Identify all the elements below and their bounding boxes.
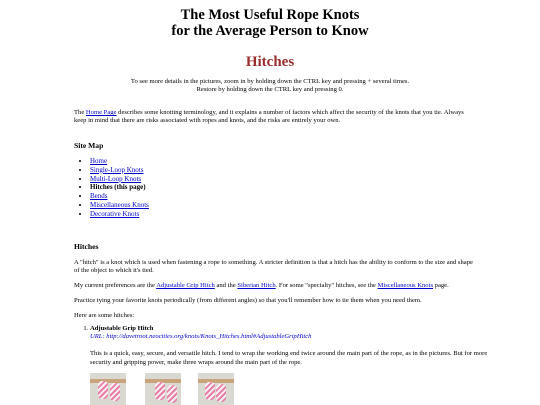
sitemap-link-home[interactable]: Home bbox=[90, 157, 108, 165]
adjustable-grip-hitch-link[interactable]: Adjustable Grip Hitch bbox=[156, 282, 215, 289]
knot-name: 1. Adjustable Grip Hitch bbox=[90, 325, 154, 332]
pref-text-d: page. bbox=[433, 282, 449, 289]
siberian-hitch-link[interactable]: Siberian Hitch bbox=[237, 282, 276, 289]
knot-item bbox=[90, 325, 490, 367]
hitches-intro-list: Here are some hitches: bbox=[74, 312, 135, 319]
sitemap-item-hitches-current bbox=[90, 183, 149, 192]
sitemap-list bbox=[74, 157, 149, 219]
hitches-preferences bbox=[74, 282, 474, 290]
sitemap-item-home bbox=[90, 157, 149, 166]
sitemap-heading: Site Map bbox=[74, 141, 104, 150]
knot-photo-3 bbox=[198, 373, 234, 405]
practice-paragraph: Practice tying your favorite knots periodically (from different angles) so that you'll remember how to tie them when you need them. bbox=[74, 297, 422, 304]
hitches-definition: A "hitch" is a knot which is used when fastening a rope to something. A stricter definition is that a hitch has the ability to conform to the size and shape of the object to which it's tied. bbox=[74, 259, 473, 275]
section-title: Hitches bbox=[245, 54, 295, 70]
misc-knots-link[interactable]: Miscellaneous Knots bbox=[377, 282, 434, 289]
intro-text-end: describes some knotting terminology, and it explains a number of factors which affect the security of the knots that you tie. Always keep in mind that there are risks associated with ropes and knots, and the risks are entirely your own. bbox=[74, 109, 464, 125]
sitemap-item-multi-loop bbox=[90, 175, 149, 184]
intro-paragraph bbox=[74, 109, 474, 126]
knot-list bbox=[74, 325, 490, 367]
knot-description: This is a quick, easy, secure, and versatile hitch. I tend to wrap the working end twice around the main part of the rope, as in the pictures. But for more security and gripping power, make three wraps around the main part of the rope. bbox=[90, 350, 488, 366]
home-page-link[interactable]: Home Page bbox=[85, 109, 117, 116]
pref-text-b: and the bbox=[214, 282, 238, 289]
sitemap-link-misc[interactable]: Miscellaneous Knots bbox=[90, 200, 149, 209]
sitemap-current-label: Hitches (this page) bbox=[90, 183, 146, 192]
pref-text-a: My current preferences are the bbox=[74, 282, 157, 289]
zoom-note bbox=[0, 78, 540, 94]
knot-photo-1 bbox=[90, 373, 126, 405]
page-title-line2: for the Average Person to Know bbox=[171, 23, 369, 39]
knot-photo-2 bbox=[145, 373, 181, 405]
page-title-line1: The Most Useful Rope Knots bbox=[180, 7, 360, 23]
sitemap-link-bends[interactable]: Bends bbox=[90, 192, 108, 201]
pref-text-c: . For some "specialty" hitches, see the bbox=[275, 282, 378, 289]
sitemap-item-decorative bbox=[90, 210, 149, 219]
sitemap-item-misc bbox=[90, 201, 149, 210]
sitemap-link-single-loop[interactable]: Single-Loop Knots bbox=[90, 165, 144, 174]
zoom-note-line2: Restore by holding down the CTRL key and pressing 0. bbox=[196, 86, 344, 93]
sitemap-link-decorative[interactable]: Decorative Knots bbox=[90, 209, 140, 218]
knot-url: URL: http://davetroot.neocities.org/knots/Knots_Hitches.html#AdjustableGripHitch bbox=[90, 333, 312, 341]
sitemap-item-single-loop bbox=[90, 166, 149, 175]
intro-text-start: The bbox=[74, 109, 86, 116]
sitemap-item-bends bbox=[90, 192, 149, 201]
zoom-note-line1: To see more details in the pictures, zoom in by holding down the CTRL key and pressing + several times. bbox=[130, 78, 410, 85]
hitches-heading: Hitches bbox=[74, 242, 99, 251]
sitemap-link-multi-loop[interactable]: Multi-Loop Knots bbox=[90, 174, 142, 183]
